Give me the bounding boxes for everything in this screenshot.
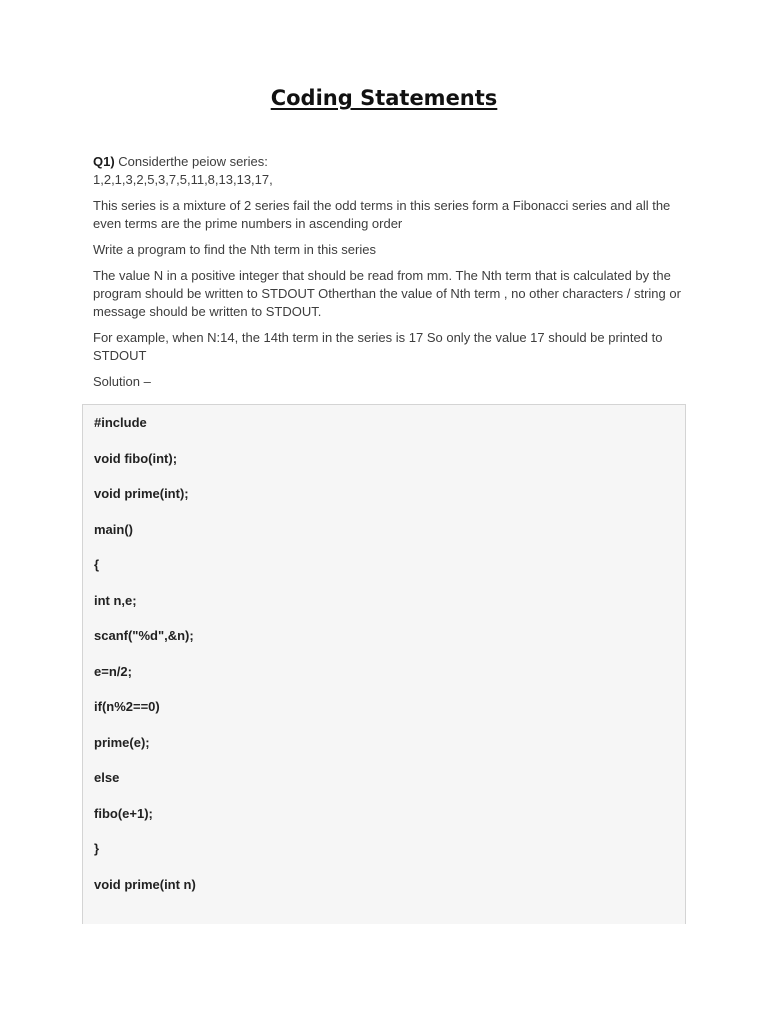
solution-label: Solution –	[93, 374, 151, 389]
code-line: e=n/2;	[94, 663, 132, 679]
code-line: }	[94, 841, 100, 856]
paragraph-example: For example, when N:14, the 14th term in the series is 17 So only the value 17 should be printed to STDOUT	[93, 330, 663, 363]
code-block	[82, 404, 686, 924]
document-body	[93, 153, 683, 399]
code-line: else	[94, 770, 120, 785]
code-line: prime(e);	[94, 734, 150, 750]
code-line: scanf("%d",&n);	[94, 628, 194, 643]
paragraph-task: Write a program to find the Nth term in this series	[93, 242, 376, 257]
question-label: Q1)	[93, 154, 115, 169]
code-line: void fibo(int);	[94, 450, 178, 466]
question-intro: Considerthe peiow series:	[114, 154, 268, 169]
code-line: void prime(int n)	[94, 876, 196, 892]
document-title: Coding Statements	[270, 86, 498, 110]
code-line: {	[94, 557, 100, 572]
paragraph-description: This series is a mixture of 2 series fail the odd terms in this series form a Fibonacci series and all the even terms are the prime numbers in ascending order	[93, 198, 671, 231]
code-line: fibo(e+1);	[94, 805, 153, 821]
paragraph-input-output: The value N in a positive integer that should be read from mm. The Nth term that is calculated by the program should be written to STDOUT Otherthan the value of Nth term , no other characters / string or message should be written to STDOUT.	[93, 268, 681, 319]
question-block	[93, 153, 683, 189]
code-line: main()	[94, 521, 133, 537]
question-series: 1,2,1,3,2,5,3,7,5,11,8,13,13,17,	[93, 172, 273, 187]
code-line: int n,e;	[94, 592, 137, 608]
code-line: if(n%2==0)	[94, 699, 160, 714]
code-line: #include	[94, 415, 147, 430]
code-lines	[83, 405, 685, 910]
code-line: void prime(int);	[94, 486, 189, 501]
